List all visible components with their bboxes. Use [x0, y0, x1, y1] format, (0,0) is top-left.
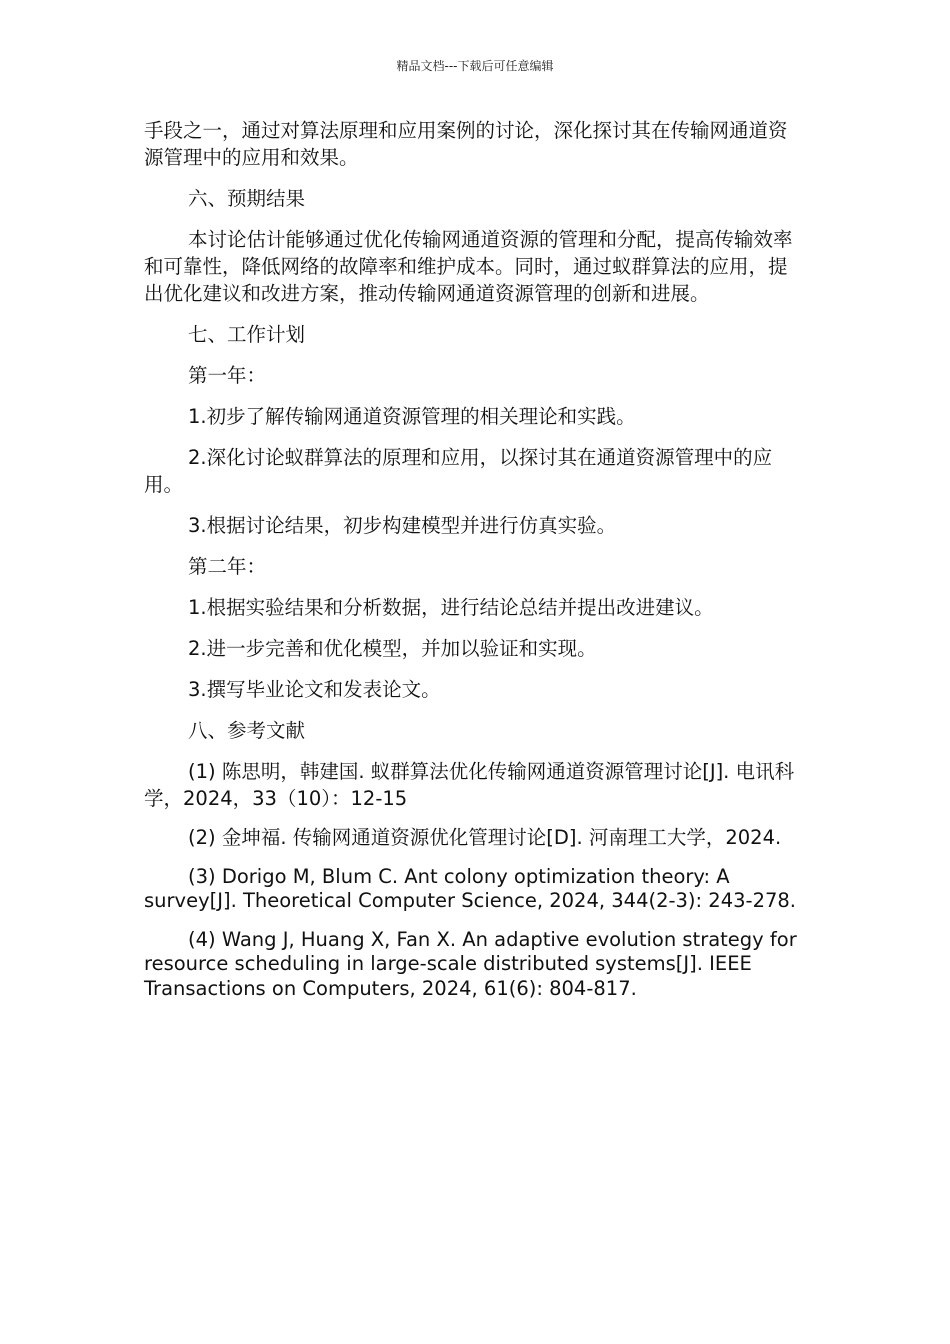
plan-item: 3.撰写毕业论文和发表论文。	[188, 678, 441, 701]
plan-item: 2.深化讨论蚁群算法的原理和应用，以探讨其在通道资源管理中的应用。	[144, 446, 773, 496]
section-heading-references: 八、参考文献	[188, 719, 306, 742]
page-header: 精品文档---下载后可任意编辑	[396, 59, 554, 73]
plan-item: 2.进一步完善和优化模型，并加以验证和实现。	[188, 637, 597, 660]
section-heading-expected-results: 六、预期结果	[188, 187, 306, 210]
plan-item: 1.初步了解传输网通道资源管理的相关理论和实践。	[188, 405, 636, 428]
plan-year-one: 第一年：	[188, 364, 267, 387]
section-heading-work-plan: 七、工作计划	[188, 323, 306, 346]
document-body	[144, 117, 806, 1001]
reference-item: (3) Dorigo M, Blum C. Ant colony optimization theory: A survey[J]. Theoretical Computer Science, 2024, 344(2-3): 243-278.	[144, 864, 796, 912]
plan-item: 3.根据讨论结果，初步构建模型并进行仿真实验。	[188, 514, 617, 537]
plan-year-two: 第二年：	[188, 555, 267, 578]
reference-item: (1) 陈思明，韩建国. 蚁群算法优化传输网通道资源管理讨论[J]. 电讯科学，2024，33（10）：12-15	[144, 760, 795, 810]
paragraph-continuation: 手段之一，通过对算法原理和应用案例的讨论，深化探讨其在传输网通道资源管理中的应用和效果。	[144, 119, 788, 169]
reference-item: (4) Wang J, Huang X, Fan X. An adaptive evolution strategy for resource scheduling in large-scale distributed systems[J]. IEEE Transactions on Computers, 2024, 61(6): 804-817.	[144, 927, 797, 1000]
paragraph-expected-results: 本讨论估计能够通过优化传输网通道资源的管理和分配，提高传输效率和可靠性，降低网络的故障率和维护成本。同时，通过蚁群算法的应用，提出优化建议和改进方案，推动传输网通道资源管理的创新和进展。	[144, 228, 793, 305]
reference-item: (2) 金坤福. 传输网通道资源优化管理讨论[D]. 河南理工大学，2024.	[188, 826, 782, 849]
plan-item: 1.根据实验结果和分析数据，进行结论总结并提出改进建议。	[188, 596, 714, 619]
